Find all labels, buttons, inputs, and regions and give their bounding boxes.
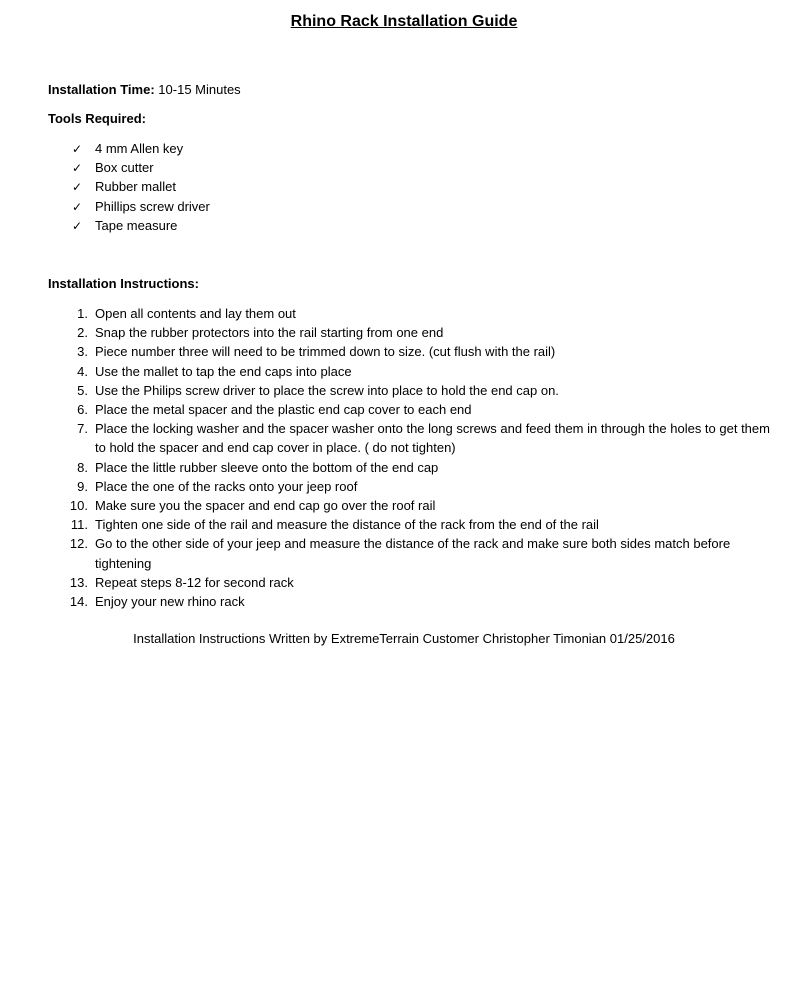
list-item: [72, 197, 210, 216]
tools-heading-text: Tools Required:: [48, 111, 146, 126]
step-text: Use the mallet to tap the end caps into place: [95, 363, 352, 379]
tools-list: [72, 139, 210, 235]
tool-label: Tape measure: [95, 217, 178, 233]
check-icon: ✓: [72, 199, 83, 214]
step-text: Use the Philips screw driver to place the screw into place to hold the end cap on.: [95, 382, 559, 398]
step-text: Tighten one side of the rail and measure the distance of the rack from the end of the rail: [95, 517, 599, 533]
list-item: [60, 477, 770, 496]
step-number: 12.: [69, 536, 88, 552]
check-icon: ✓: [72, 161, 83, 176]
tool-label: Phillips screw driver: [95, 198, 210, 214]
list-item: [60, 573, 770, 592]
list-item: [60, 592, 770, 611]
list-item: [60, 342, 770, 361]
page-title: Rhino Rack Installation Guide: [290, 13, 518, 30]
step-text: Make sure you the spacer and end cap go over the roof rail: [95, 498, 436, 514]
list-item: [60, 362, 770, 381]
step-number: 13.: [69, 574, 88, 590]
step-number: 5.: [77, 382, 88, 398]
check-icon: ✓: [72, 142, 83, 156]
instructions-heading-text: Installation Instructions:: [48, 276, 199, 291]
step-number: 7.: [77, 421, 88, 437]
list-item: [72, 177, 210, 196]
list-item: [60, 419, 770, 457]
author-note: Installation Instructions Written by ExtremeTerrain Customer Christopher Timonian 01/25/2016: [133, 631, 675, 646]
step-number: 6.: [77, 402, 88, 418]
list-item: [60, 534, 770, 572]
tool-label: 4 mm Allen key: [95, 141, 184, 156]
list-item: [60, 400, 770, 419]
tools-heading: [48, 110, 146, 128]
list-item: [60, 381, 770, 400]
step-number: 9.: [77, 478, 88, 494]
step-number: 10.: [69, 498, 88, 514]
step-number: 8.: [77, 459, 88, 475]
installation-time-label: Installation Time:: [48, 82, 155, 97]
instruction-steps: [60, 304, 770, 611]
list-item: [60, 304, 770, 323]
step-number: 14.: [69, 594, 88, 610]
step-number: 4.: [77, 363, 88, 379]
step-text: Piece number three will need to be trimmed down to size. (cut flush with the rail): [95, 344, 556, 360]
list-item: [72, 216, 210, 235]
tool-label: Rubber mallet: [95, 179, 176, 195]
step-number: 3.: [77, 344, 88, 360]
step-number: 1.: [77, 306, 88, 321]
list-item: [72, 139, 210, 158]
list-item: [72, 158, 210, 177]
list-item: [60, 515, 770, 534]
check-icon: ✓: [72, 218, 83, 233]
step-number: 11.: [70, 517, 88, 533]
step-text: Place the one of the racks onto your jeep roof: [95, 478, 358, 494]
step-text: Repeat steps 8-12 for second rack: [95, 574, 294, 590]
installation-time-line: [48, 81, 241, 99]
installation-time-value: 10-15 Minutes: [158, 82, 241, 97]
step-text: Snap the rubber protectors into the rail starting from one end: [95, 325, 444, 341]
step-text: Place the little rubber sleeve onto the bottom of the end cap: [95, 459, 439, 475]
list-item: [60, 323, 770, 342]
step-text: Place the metal spacer and the plastic end cap cover to each end: [95, 402, 472, 418]
step-text: Go to the other side of your jeep and measure the distance of the rack and make sure both sides match before tightening: [95, 536, 731, 571]
step-text: Open all contents and lay them out: [95, 306, 296, 321]
list-item: [60, 496, 770, 515]
step-text: Enjoy your new rhino rack: [95, 594, 245, 610]
step-number: 2.: [77, 325, 88, 341]
check-icon: ✓: [72, 180, 83, 195]
tool-label: Box cutter: [95, 160, 154, 176]
step-text: Place the locking washer and the spacer washer onto the long screws and feed them in through the holes to get them to hold the spacer and end cap cover in place. ( do not tighten): [95, 421, 770, 456]
instructions-heading: [48, 275, 199, 293]
list-item: [60, 458, 770, 477]
